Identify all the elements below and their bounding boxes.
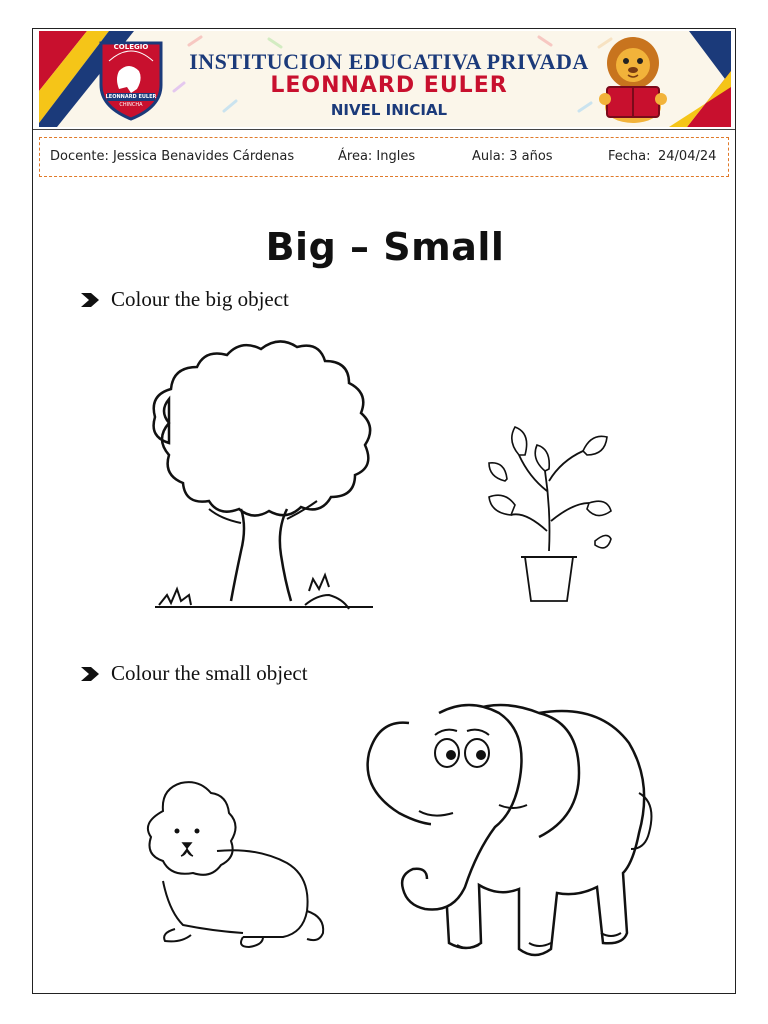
crest-name-text: LEONNARD EULER — [105, 94, 157, 100]
potted-plant-icon — [485, 411, 615, 607]
info-box — [39, 137, 729, 177]
teacher-text: Docente: Jessica Benavides Cárdenas — [50, 149, 295, 164]
instruction-big-text: Colour the big object — [111, 287, 289, 311]
classroom-text: Aula: 3 años — [472, 149, 553, 164]
lion-icon — [123, 781, 333, 949]
instruction-small — [81, 661, 308, 686]
level-text: NIVEL INICIAL — [330, 101, 448, 119]
chevron-right-icon — [81, 667, 99, 681]
header-divider — [33, 129, 735, 130]
school-type-text: INSTITUCION EDUCATIVA PRIVADA — [189, 49, 589, 74]
crest-top-text: COLEGIO — [113, 43, 149, 51]
instruction-big — [81, 287, 289, 312]
tree-icon — [129, 333, 399, 623]
chevron-right-icon — [81, 293, 99, 307]
date-label: Fecha: — [608, 149, 651, 164]
area-text: Área: Ingles — [338, 149, 416, 164]
date-value: 24/04/24 — [658, 149, 717, 164]
worksheet-page — [32, 28, 736, 994]
school-header-banner — [39, 31, 731, 127]
instruction-small-text: Colour the small object — [111, 661, 308, 685]
crest-city-text: CHINCHA — [119, 102, 143, 108]
lion-reading-mascot-icon — [591, 35, 675, 125]
school-name-text: LEONNARD EULER — [270, 73, 508, 98]
elephant-icon — [339, 693, 655, 963]
worksheet-title: Big – Small — [265, 225, 505, 269]
